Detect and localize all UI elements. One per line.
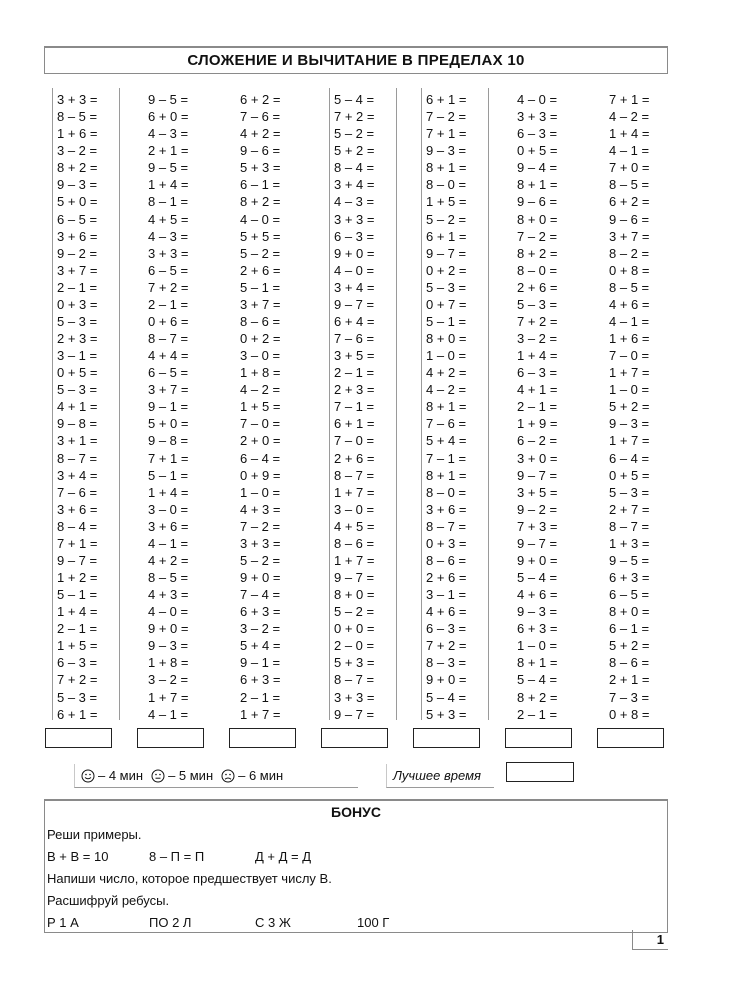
time-answer-box[interactable] bbox=[229, 728, 296, 748]
exercise-item: 7 + 2 = bbox=[426, 638, 467, 654]
exercise-item: 8 + 1 = bbox=[426, 467, 467, 483]
exercise-item: 5 – 4 = bbox=[334, 92, 375, 107]
exercise-item: 6 – 3 = bbox=[334, 228, 375, 244]
exercise-item: 3 – 1 = bbox=[426, 587, 467, 602]
exercise-item: 3 + 3 = bbox=[57, 92, 98, 107]
exercise-item: 3 + 6 = bbox=[57, 501, 98, 517]
exercise-item: 7 + 0 = bbox=[609, 160, 650, 176]
exercise-column bbox=[605, 88, 673, 720]
exercise-item: 4 + 4 = bbox=[148, 348, 189, 364]
exercise-item: 3 – 0 = bbox=[148, 501, 189, 517]
exercise-item: 5 + 3 = bbox=[334, 655, 375, 671]
exercise-item: 3 – 2 = bbox=[57, 143, 98, 159]
legend-fast bbox=[81, 768, 143, 783]
time-answer-box[interactable] bbox=[45, 728, 112, 748]
exercise-item: 6 – 2 = bbox=[517, 433, 558, 449]
exercise-item: 1 + 7 = bbox=[334, 484, 375, 500]
exercise-item: 6 – 5 = bbox=[609, 587, 650, 602]
smiley-neutral-icon bbox=[151, 769, 165, 783]
bonus-rebus: С 3 Ж bbox=[255, 915, 291, 930]
exercise-item: 8 – 0 = bbox=[426, 484, 467, 500]
exercise-item: 2 + 6 = bbox=[426, 570, 467, 585]
exercise-item: 7 + 1 = bbox=[426, 126, 467, 142]
time-legend bbox=[74, 764, 358, 788]
exercise-item: 0 + 7 = bbox=[426, 296, 467, 312]
exercise-item: 8 + 2 = bbox=[57, 160, 98, 176]
exercise-item: 5 – 4 = bbox=[517, 570, 558, 585]
bonus-rebus: 100 Г bbox=[357, 915, 390, 930]
exercise-item: 7 + 2 = bbox=[148, 279, 189, 295]
exercise-item: 3 + 4 = bbox=[334, 177, 375, 193]
exercise-item: 5 – 3 = bbox=[57, 382, 98, 398]
exercise-item: 1 + 6 = bbox=[57, 126, 98, 142]
exercise-item: 7 – 0 = bbox=[609, 348, 650, 364]
exercise-item: 9 – 7 = bbox=[426, 245, 467, 261]
exercise-item: 7 – 2 = bbox=[240, 518, 281, 534]
exercise-item: 9 – 3 = bbox=[517, 604, 558, 620]
exercise-item: 2 – 1 = bbox=[148, 296, 189, 312]
exercise-item: 1 + 4 = bbox=[57, 604, 98, 620]
exercise-item: 4 – 0 = bbox=[148, 604, 189, 620]
exercise-item: 0 + 5 = bbox=[57, 365, 98, 381]
exercise-item: 7 – 6 = bbox=[334, 331, 375, 346]
exercise-item: 4 – 1 = bbox=[148, 535, 189, 551]
exercise-item: 4 – 2 = bbox=[426, 382, 467, 398]
exercise-item: 2 + 7 = bbox=[609, 501, 650, 517]
exercise-item: 3 + 3 = bbox=[517, 109, 558, 125]
exercise-item: 5 + 4 = bbox=[240, 638, 281, 654]
exercise-item: 6 + 3 = bbox=[240, 672, 281, 688]
exercise-item: 5 – 3 = bbox=[609, 484, 650, 500]
exercise-item: 8 – 0 = bbox=[426, 177, 467, 193]
exercise-item: 1 + 5 = bbox=[240, 399, 281, 415]
exercise-item: 6 + 1 = bbox=[426, 228, 467, 244]
exercise-item: 1 + 4 = bbox=[609, 126, 650, 142]
exercise-item: 9 + 0 = bbox=[240, 570, 281, 585]
exercise-item: 5 – 3 = bbox=[426, 279, 467, 295]
exercise-item: 4 + 2 = bbox=[426, 365, 467, 381]
exercise-item: 5 + 2 = bbox=[609, 399, 650, 415]
exercise-item: 4 + 5 = bbox=[334, 518, 375, 534]
exercise-item: 0 + 2 = bbox=[426, 262, 467, 278]
exercise-item: 2 + 6 = bbox=[240, 262, 281, 278]
exercise-item: 0 + 8 = bbox=[609, 706, 650, 722]
exercise-item: 8 + 2 = bbox=[517, 245, 558, 261]
exercise-item: 5 + 0 = bbox=[148, 416, 189, 432]
exercise-item: 3 – 0 = bbox=[240, 348, 281, 364]
exercise-item: 5 + 3 = bbox=[426, 706, 467, 722]
legend-slow bbox=[221, 768, 283, 783]
exercise-item: 7 + 2 = bbox=[57, 672, 98, 688]
exercise-item: 6 + 1 = bbox=[57, 706, 98, 722]
exercise-item: 0 + 0 = bbox=[334, 621, 375, 637]
exercise-item: 3 + 7 = bbox=[148, 382, 189, 398]
exercise-item: 9 – 7 = bbox=[334, 570, 375, 585]
legend-medium-label: – 5 мин bbox=[168, 768, 214, 783]
exercise-item: 1 + 7 = bbox=[334, 552, 375, 568]
exercise-item: 1 + 8 = bbox=[240, 365, 281, 381]
exercise-item: 8 + 0 = bbox=[609, 604, 650, 620]
exercise-item: 8 + 0 = bbox=[426, 331, 467, 346]
exercise-item: 3 – 2 = bbox=[148, 672, 189, 688]
exercise-item: 1 + 7 = bbox=[240, 706, 281, 722]
exercise-item: 9 – 5 = bbox=[148, 92, 189, 107]
exercise-item: 6 – 1 = bbox=[240, 177, 281, 193]
page-number: 1 bbox=[632, 930, 668, 950]
exercise-item: 5 – 4 = bbox=[517, 672, 558, 688]
exercise-item: 1 + 4 = bbox=[517, 348, 558, 364]
exercise-item: 9 – 6 = bbox=[517, 194, 558, 210]
exercise-item: 0 + 5 = bbox=[609, 467, 650, 483]
time-answer-box[interactable] bbox=[413, 728, 480, 748]
exercise-item: 2 – 1 = bbox=[517, 399, 558, 415]
exercise-item: 9 – 3 = bbox=[609, 416, 650, 432]
exercise-item: 3 + 3 = bbox=[148, 245, 189, 261]
exercise-item: 7 – 2 = bbox=[426, 109, 467, 125]
exercise-item: 9 – 6 = bbox=[609, 211, 650, 227]
exercise-item: 3 + 6 = bbox=[148, 518, 189, 534]
exercise-item: 9 – 6 = bbox=[240, 143, 281, 159]
exercise-item: 3 – 0 = bbox=[334, 501, 375, 517]
exercise-item: 0 + 9 = bbox=[240, 467, 281, 483]
exercise-item: 4 – 0 = bbox=[517, 92, 558, 107]
exercise-item: 3 + 4 = bbox=[334, 279, 375, 295]
exercise-item: 8 + 1 = bbox=[517, 177, 558, 193]
exercise-item: 6 + 3 = bbox=[517, 621, 558, 637]
exercise-item: 7 + 1 = bbox=[148, 450, 189, 466]
exercise-item: 5 – 1 = bbox=[240, 279, 281, 295]
exercise-item: 0 + 8 = bbox=[609, 262, 650, 278]
exercise-item: 9 – 1 = bbox=[240, 655, 281, 671]
exercise-item: 5 – 1 = bbox=[148, 467, 189, 483]
exercise-item: 8 – 6 = bbox=[240, 313, 281, 329]
exercise-item: 5 – 2 = bbox=[426, 211, 467, 227]
exercise-item: 8 – 7 = bbox=[334, 672, 375, 688]
exercise-column bbox=[52, 88, 120, 720]
exercise-item: 8 – 7 = bbox=[57, 450, 98, 466]
exercise-item: 3 + 7 = bbox=[609, 228, 650, 244]
exercise-item: 2 + 3 = bbox=[57, 331, 98, 346]
exercise-item: 4 – 3 = bbox=[148, 126, 189, 142]
exercise-item: 8 + 0 = bbox=[334, 587, 375, 602]
exercise-item: 6 + 2 = bbox=[240, 92, 281, 107]
exercise-item: 5 + 4 = bbox=[426, 433, 467, 449]
exercise-item: 9 – 8 = bbox=[148, 433, 189, 449]
exercise-item: 9 – 4 = bbox=[517, 160, 558, 176]
exercise-item: 2 + 6 = bbox=[517, 279, 558, 295]
exercise-item: 8 – 7 = bbox=[609, 518, 650, 534]
exercise-item: 8 – 6 = bbox=[334, 535, 375, 551]
best-time-input-box[interactable] bbox=[506, 762, 574, 782]
exercise-item: 3 + 4 = bbox=[57, 467, 98, 483]
time-answer-box[interactable] bbox=[597, 728, 664, 748]
exercise-item: 2 – 1 = bbox=[240, 689, 281, 705]
exercise-item: 3 + 5 = bbox=[517, 484, 558, 500]
exercise-item: 1 – 0 = bbox=[240, 484, 281, 500]
exercise-item: 5 + 2 = bbox=[609, 638, 650, 654]
exercise-item: 8 – 4 = bbox=[334, 160, 375, 176]
exercise-item: 6 + 1 = bbox=[334, 416, 375, 432]
exercise-item: 3 + 3 = bbox=[334, 689, 375, 705]
exercise-item: 6 + 3 = bbox=[240, 604, 281, 620]
exercise-item: 7 – 3 = bbox=[609, 689, 650, 705]
exercise-item: 4 + 6 = bbox=[609, 296, 650, 312]
exercise-item: 1 + 7 = bbox=[609, 365, 650, 381]
exercise-item: 9 + 0 = bbox=[148, 621, 189, 637]
exercise-item: 6 – 4 = bbox=[240, 450, 281, 466]
exercise-item: 3 + 3 = bbox=[240, 535, 281, 551]
exercise-item: 7 – 0 = bbox=[240, 416, 281, 432]
exercise-item: 6 – 5 = bbox=[148, 262, 189, 278]
time-answer-box[interactable] bbox=[137, 728, 204, 748]
bonus-title: БОНУС bbox=[331, 804, 381, 820]
exercise-item: 1 + 4 = bbox=[148, 484, 189, 500]
exercise-item: 2 – 1 = bbox=[57, 279, 98, 295]
exercise-item: 2 – 0 = bbox=[334, 638, 375, 654]
exercise-item: 9 + 0 = bbox=[517, 552, 558, 568]
exercise-item: 9 – 2 = bbox=[57, 245, 98, 261]
exercise-item: 5 – 1 = bbox=[57, 587, 98, 602]
exercise-item: 3 + 6 = bbox=[57, 228, 98, 244]
exercise-item: 3 – 2 = bbox=[240, 621, 281, 637]
bonus-equation: 8 – П = П bbox=[149, 849, 205, 864]
exercise-item: 4 – 0 = bbox=[334, 262, 375, 278]
exercise-item: 5 – 1 = bbox=[426, 313, 467, 329]
exercise-item: 7 – 0 = bbox=[334, 433, 375, 449]
exercise-item: 8 + 1 = bbox=[426, 160, 467, 176]
smiley-happy-icon bbox=[81, 769, 95, 783]
exercise-item: 3 + 6 = bbox=[426, 501, 467, 517]
exercise-item: 5 – 2 = bbox=[334, 604, 375, 620]
exercise-item: 4 + 3 = bbox=[240, 501, 281, 517]
exercise-item: 6 – 1 = bbox=[609, 621, 650, 637]
exercise-item: 2 + 3 = bbox=[334, 382, 375, 398]
exercise-item: 0 + 3 = bbox=[57, 296, 98, 312]
exercise-item: 1 + 7 = bbox=[148, 689, 189, 705]
exercise-item: 5 + 3 = bbox=[240, 160, 281, 176]
exercise-column bbox=[513, 88, 581, 720]
exercise-item: 8 – 5 = bbox=[609, 279, 650, 295]
exercise-item: 8 – 7 = bbox=[334, 467, 375, 483]
exercise-item: 2 – 1 = bbox=[517, 706, 558, 722]
time-answer-box[interactable] bbox=[505, 728, 572, 748]
exercise-item: 9 – 5 = bbox=[609, 552, 650, 568]
exercise-item: 6 – 3 = bbox=[426, 621, 467, 637]
exercise-item: 1 + 6 = bbox=[609, 331, 650, 346]
time-answer-box[interactable] bbox=[321, 728, 388, 748]
exercise-item: 6 – 5 = bbox=[57, 211, 98, 227]
exercise-item: 4 – 1 = bbox=[609, 313, 650, 329]
exercise-item: 1 + 3 = bbox=[609, 535, 650, 551]
exercise-item: 7 + 2 = bbox=[517, 313, 558, 329]
exercise-item: 8 – 4 = bbox=[57, 518, 98, 534]
exercise-item: 9 – 7 = bbox=[517, 467, 558, 483]
exercise-item: 0 + 3 = bbox=[426, 535, 467, 551]
exercise-item: 6 + 2 = bbox=[609, 194, 650, 210]
exercise-item: 1 – 0 = bbox=[609, 382, 650, 398]
exercise-item: 8 – 7 = bbox=[148, 331, 189, 346]
exercise-item: 8 – 3 = bbox=[426, 655, 467, 671]
exercise-item: 7 + 1 = bbox=[609, 92, 650, 107]
exercise-item: 8 – 7 = bbox=[426, 518, 467, 534]
exercise-item: 5 – 4 = bbox=[426, 689, 467, 705]
exercise-item: 1 – 0 = bbox=[517, 638, 558, 654]
exercise-item: 2 + 1 = bbox=[609, 672, 650, 688]
exercise-item: 8 + 2 = bbox=[517, 689, 558, 705]
exercise-item: 3 + 0 = bbox=[517, 450, 558, 466]
exercise-item: 9 + 0 = bbox=[334, 245, 375, 261]
exercise-item: 1 + 4 = bbox=[148, 177, 189, 193]
exercise-item: 6 + 3 = bbox=[609, 570, 650, 585]
exercise-item: 9 + 0 = bbox=[426, 672, 467, 688]
bonus-equation: Д + Д = Д bbox=[255, 849, 312, 864]
exercise-item: 5 + 5 = bbox=[240, 228, 281, 244]
exercise-item: 1 – 0 = bbox=[426, 348, 467, 364]
exercise-item: 7 – 1 = bbox=[334, 399, 375, 415]
exercise-item: 3 + 7 = bbox=[57, 262, 98, 278]
exercise-item: 2 + 6 = bbox=[334, 450, 375, 466]
exercise-item: 8 – 2 = bbox=[609, 245, 650, 261]
exercise-item: 2 – 1 = bbox=[57, 621, 98, 637]
exercise-item: 9 – 2 = bbox=[517, 501, 558, 517]
exercise-item: 3 + 1 = bbox=[57, 433, 98, 449]
exercise-item: 7 – 6 = bbox=[426, 416, 467, 432]
exercise-item: 9 – 7 = bbox=[57, 552, 98, 568]
exercise-item: 8 – 5 = bbox=[609, 177, 650, 193]
legend-medium bbox=[151, 768, 213, 783]
exercise-item: 4 + 1 = bbox=[517, 382, 558, 398]
exercise-column bbox=[236, 88, 304, 720]
exercise-item: 1 + 8 = bbox=[148, 655, 189, 671]
exercise-item: 8 – 5 = bbox=[57, 109, 98, 125]
exercise-item: 5 – 3 = bbox=[517, 296, 558, 312]
exercise-item: 8 – 1 = bbox=[148, 194, 189, 210]
exercise-item: 1 + 2 = bbox=[57, 570, 98, 585]
exercise-item: 7 – 1 = bbox=[426, 450, 467, 466]
exercise-item: 6 + 1 = bbox=[426, 92, 467, 107]
exercise-item: 8 – 0 = bbox=[517, 262, 558, 278]
exercise-item: 8 + 1 = bbox=[517, 655, 558, 671]
exercise-item: 4 – 1 = bbox=[609, 143, 650, 159]
exercise-item: 5 – 3 = bbox=[57, 313, 98, 329]
bonus-task-3: Расшифруй ребусы. bbox=[47, 893, 170, 908]
exercise-item: 3 + 5 = bbox=[334, 348, 375, 364]
exercise-item: 3 + 7 = bbox=[240, 296, 281, 312]
exercise-item: 3 – 1 = bbox=[57, 348, 98, 364]
exercise-item: 6 + 4 = bbox=[334, 313, 375, 329]
exercise-item: 8 + 0 = bbox=[517, 211, 558, 227]
exercise-item: 4 – 3 = bbox=[148, 228, 189, 244]
exercise-item: 9 – 3 = bbox=[57, 177, 98, 193]
exercise-item: 4 – 1 = bbox=[148, 706, 189, 722]
exercise-item: 4 + 1 = bbox=[57, 399, 98, 415]
bonus-section bbox=[44, 799, 668, 933]
exercise-item: 6 – 3 = bbox=[57, 655, 98, 671]
exercise-item: 4 + 6 = bbox=[426, 604, 467, 620]
exercise-item: 9 – 3 = bbox=[426, 143, 467, 159]
exercise-item: 6 + 0 = bbox=[148, 109, 189, 125]
exercise-item: 7 – 6 = bbox=[240, 109, 281, 125]
exercise-item: 1 + 7 = bbox=[609, 433, 650, 449]
exercise-item: 2 – 1 = bbox=[334, 365, 375, 381]
exercise-item: 6 – 4 = bbox=[609, 450, 650, 466]
exercise-item: 6 – 3 = bbox=[517, 365, 558, 381]
exercise-item: 4 + 3 = bbox=[148, 587, 189, 602]
exercise-item: 8 – 5 = bbox=[148, 570, 189, 585]
exercise-item: 3 + 3 = bbox=[334, 211, 375, 227]
exercise-item: 0 + 5 = bbox=[517, 143, 558, 159]
exercise-item: 5 + 2 = bbox=[334, 143, 375, 159]
exercise-item: 9 – 7 = bbox=[334, 706, 375, 722]
exercise-item: 8 + 1 = bbox=[426, 399, 467, 415]
exercise-item: 8 + 2 = bbox=[240, 194, 281, 210]
exercise-item: 5 + 0 = bbox=[57, 194, 98, 210]
exercise-item: 7 – 4 = bbox=[240, 587, 281, 602]
smiley-sad-icon bbox=[221, 769, 235, 783]
exercise-item: 4 – 2 = bbox=[609, 109, 650, 125]
exercise-item: 3 – 2 = bbox=[517, 331, 558, 346]
exercise-item: 4 – 0 = bbox=[240, 211, 281, 227]
exercise-item: 0 + 2 = bbox=[240, 331, 281, 346]
exercise-item: 4 + 2 = bbox=[240, 126, 281, 142]
exercise-item: 6 – 5 = bbox=[148, 365, 189, 381]
exercise-item: 7 + 3 = bbox=[517, 518, 558, 534]
exercise-item: 6 – 3 = bbox=[517, 126, 558, 142]
exercise-item: 4 + 2 = bbox=[148, 552, 189, 568]
exercise-item: 1 + 5 = bbox=[426, 194, 467, 210]
exercise-item: 5 – 2 = bbox=[240, 245, 281, 261]
exercise-item: 9 – 7 = bbox=[334, 296, 375, 312]
exercise-item: 7 – 6 = bbox=[57, 484, 98, 500]
bonus-rebus: Р 1 А bbox=[47, 915, 79, 930]
exercise-item: 9 – 8 = bbox=[57, 416, 98, 432]
exercise-item: 5 – 3 = bbox=[57, 689, 98, 705]
exercise-item: 1 + 5 = bbox=[57, 638, 98, 654]
exercise-column bbox=[144, 88, 212, 720]
exercise-item: 0 + 6 = bbox=[148, 313, 189, 329]
bonus-task-2: Напиши число, которое предшествует числу В. bbox=[47, 871, 332, 886]
exercise-item: 7 – 2 = bbox=[517, 228, 558, 244]
bonus-rebus: ПО 2 Л bbox=[149, 915, 192, 930]
page-title: СЛОЖЕНИЕ И ВЫЧИТАНИЕ В ПРЕДЕЛАХ 10 bbox=[44, 46, 668, 74]
exercise-item: 5 – 2 = bbox=[334, 126, 375, 142]
exercise-item: 4 + 5 = bbox=[148, 211, 189, 227]
exercise-item: 9 – 7 = bbox=[517, 535, 558, 551]
bonus-equation: В + В = 10 bbox=[47, 849, 109, 864]
exercise-item: 7 + 2 = bbox=[334, 109, 375, 125]
exercise-item: 2 + 1 = bbox=[148, 143, 189, 159]
legend-fast-label: – 4 мин bbox=[98, 768, 144, 783]
bonus-task-1: Реши примеры. bbox=[47, 827, 142, 842]
exercise-item: 2 + 0 = bbox=[240, 433, 281, 449]
exercise-item: 7 + 1 = bbox=[57, 535, 98, 551]
exercise-column bbox=[421, 88, 489, 720]
exercise-item: 4 – 2 = bbox=[240, 382, 281, 398]
exercise-item: 8 – 6 = bbox=[426, 552, 467, 568]
exercise-item: 5 – 2 = bbox=[240, 552, 281, 568]
exercise-item: 9 – 3 = bbox=[148, 638, 189, 654]
exercise-item: 9 – 1 = bbox=[148, 399, 189, 415]
exercise-item: 9 – 5 = bbox=[148, 160, 189, 176]
exercise-item: 1 + 9 = bbox=[517, 416, 558, 432]
best-time-label: Лучшее время bbox=[386, 764, 494, 788]
exercise-column bbox=[329, 88, 397, 720]
legend-slow-label: – 6 мин bbox=[238, 768, 284, 783]
exercise-item: 4 + 6 = bbox=[517, 587, 558, 602]
exercise-item: 4 – 3 = bbox=[334, 194, 375, 210]
exercise-item: 8 – 6 = bbox=[609, 655, 650, 671]
